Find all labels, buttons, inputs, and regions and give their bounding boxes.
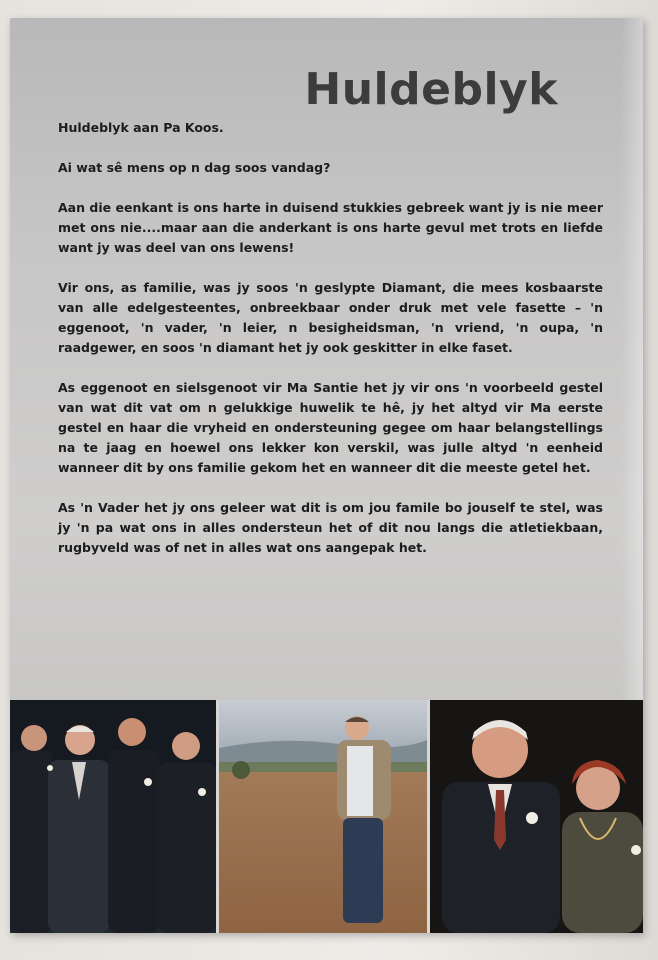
page-title: Huldeblyk [304,64,558,115]
paragraph-3: Vir ons, as familie, was jy soos 'n geslypte Diamant, die mees kosbaarste van alle edelgesteentes, onbreekbaar onder druk met vele fasette – 'n eggenoot, 'n vader, 'n leier, n besigheidsman, 'n vriend, 'n oupa, 'n raadgewer, en soos 'n diamant het jy ook geskitter in elke faset. [58,280,603,355]
paragraph-2: Aan die eenkant is ons harte in duisend stukkies gebreek want jy is nie meer met ons nie....maar aan die anderkant is ons harte gevul met trots en liefde want jy was deel van ons lewens! [58,200,603,255]
photo-man-field-image [219,700,427,933]
paragraph-1: Ai wat sê mens op n dag soos vandag? [58,160,331,175]
photo-group-men-image [10,700,216,933]
photo-couple [430,700,643,933]
paragraph-5: As 'n Vader het jy ons geleer wat dit is om jou famile bo jouself te stel, was jy 'n pa wat ons in alles ondersteun het of dit nou langs die atletiekbaan, rugbyveld was of net in alles wat ons aangepak het. [58,500,603,555]
photo-group-men [10,700,216,933]
memorial-page [10,18,643,933]
paragraph-4: As eggenoot en sielsgenoot vir Ma Santie het jy vir ons 'n voorbeeld gestel van wat dit vat om n gelukkige huwelik te hê, jy het altyd vir Ma eerste gestel en haar die vryheid en ondersteuning gegee om haar belangstellings na te jaag en hoewel ons lekker kon verskil, was julle altyd 'n eenheid wanneer dit by ons familie gekom het en wanneer dit die meeste getel het. [58,380,603,475]
photo-strip [10,700,643,933]
salutation: Huldeblyk aan Pa Koos. [58,120,224,135]
tribute-text [58,118,603,578]
photo-man-field [219,700,427,933]
photo-couple-image [430,700,643,933]
